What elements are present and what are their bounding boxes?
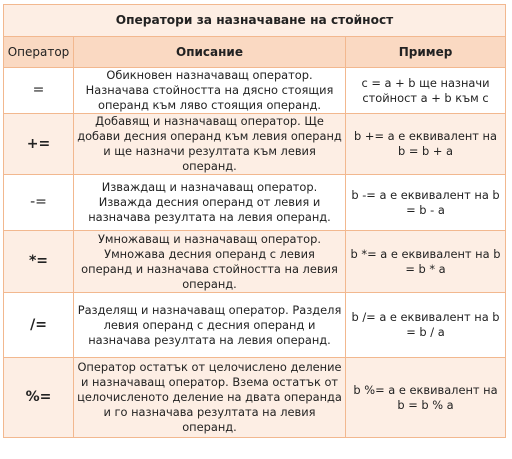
table-row — [4, 114, 506, 175]
example-cell: b %= a е еквивалент на b = b % a — [346, 358, 506, 438]
table-title-row — [4, 5, 506, 37]
operator-cell: = — [4, 68, 74, 114]
description-cell: Умножаващ и назначаващ оператор. Умножава десния операнд с левия операнд и назначава стойността на левия операнд. — [74, 231, 346, 293]
example-cell: b -= a е еквивалент на b = b - a — [346, 175, 506, 231]
header-example: Пример — [346, 37, 506, 68]
description-cell: Разделящ и назначаващ оператор. Разделя левия операнд с десния операнд и назначава резултата на левия операнд. — [74, 293, 346, 358]
table-row — [4, 293, 506, 358]
header-description: Описание — [74, 37, 346, 68]
header-operator: Оператор — [4, 37, 74, 68]
description-cell: Добавящ и назначаващ оператор. Ще добави десния операнд към левия операнд и ще назначи резултата към левия операнд. — [74, 114, 346, 175]
table-row — [4, 68, 506, 114]
example-cell: b /= a е еквивалент на b = b / a — [346, 293, 506, 358]
example-cell: b += a е еквивалент на b = b + a — [346, 114, 506, 175]
operator-cell: -= — [4, 175, 74, 231]
operator-cell: %= — [4, 358, 74, 438]
table-row — [4, 231, 506, 293]
table-row — [4, 358, 506, 438]
operator-cell: *= — [4, 231, 74, 293]
operator-cell: /= — [4, 293, 74, 358]
table-title: Оператори за назначаване на стойност — [4, 5, 506, 37]
operators-table — [3, 4, 506, 438]
example-cell: c = a + b ще назначи стойност a + b към c — [346, 68, 506, 114]
table-row — [4, 175, 506, 231]
description-cell: Изваждащ и назначаващ оператор. Изважда десния операнд от левия и назначава резултата на левия операнд. — [74, 175, 346, 231]
example-cell: b *= a е еквивалент на b = b * a — [346, 231, 506, 293]
table-header-row — [4, 37, 506, 68]
description-cell: Оператор остатък от целочислено деление и назначаващ оператор. Взема остатък от целочисленото деление на двата операнда и го назначава резултата на левия операнд. — [74, 358, 346, 438]
description-cell: Обикновен назначаващ оператор. Назначава стойността на дясно стоящия операнд към ляво стоящия операнд. — [74, 68, 346, 114]
operator-cell: += — [4, 114, 74, 175]
